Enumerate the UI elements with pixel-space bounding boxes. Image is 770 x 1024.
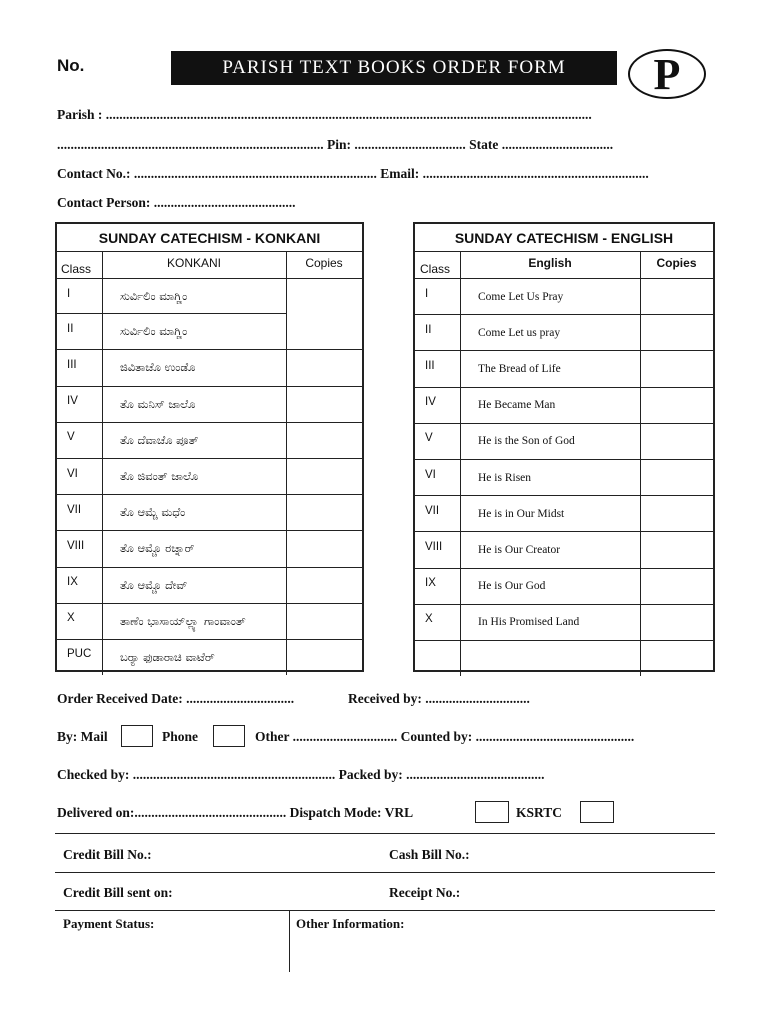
class-cell: X [67, 612, 75, 625]
book-title-cell: The Bread of Life [478, 362, 561, 375]
book-title-cell: ಜಿವಿತಾಚೊ ಉಂಡೊ [120, 360, 196, 375]
book-title-cell: He is Our Creator [478, 543, 561, 556]
table-row [415, 605, 713, 641]
book-title-cell: ತೊ ಆಮ್ಚೊ ದೇವ್ [120, 577, 188, 592]
class-cell: V [425, 432, 433, 445]
table-row [57, 640, 362, 675]
copies-cell[interactable] [640, 351, 713, 386]
book-title-cell: Come Let us pray [478, 326, 561, 339]
class-cell: X [425, 613, 433, 626]
received-by-field[interactable]: Received by: ............................... [348, 691, 530, 706]
copies-cell[interactable] [286, 387, 362, 422]
book-title-cell: He Became Man [478, 399, 556, 412]
class-cell: IV [425, 396, 436, 409]
book-title-cell: ತೊ ಜಿವಂತ್ ಜಾಲೊ [120, 469, 199, 484]
copies-cell[interactable] [286, 279, 362, 314]
book-title-cell: ಸುರ್ವಿಲಿಂ ಮಾಗ್ಣಿಂ [120, 324, 188, 339]
table-row [415, 424, 713, 460]
konkani-column-headers [57, 252, 362, 279]
book-title-cell: He is in Our Midst [478, 507, 565, 520]
copies-cell[interactable] [640, 532, 713, 567]
class-cell: VII [425, 504, 440, 517]
ksrtc-checkbox[interactable] [580, 801, 614, 823]
table-row [57, 495, 362, 531]
copies-cell[interactable] [640, 424, 713, 459]
contact-person-field[interactable]: Contact Person: .......................................... [57, 195, 296, 210]
copies-cell[interactable] [640, 605, 713, 640]
pin-state-field[interactable]: ............................................................................... Pin: ................................. State ................................. [57, 137, 614, 152]
delivered-dispatch-field[interactable]: Delivered on:............................................. Dispatch Mode: VRL [57, 805, 414, 820]
table-row [415, 569, 713, 605]
table-row [415, 460, 713, 496]
copies-cell[interactable] [286, 640, 362, 675]
credit-bill-sent-field[interactable]: Credit Bill sent on: [63, 885, 173, 900]
contact-email-field[interactable]: Contact No.: ........................................................................ Email: ................................................................... [57, 166, 649, 181]
english-col-copies: Copies [656, 256, 697, 270]
payment-status-field[interactable]: Payment Status: [63, 916, 155, 931]
table-row [415, 641, 713, 676]
checked-packed-field[interactable]: Checked by: ............................................................ Packed by: ......................................... [57, 767, 545, 782]
parish-field[interactable]: Parish : ................................................................................................................................................ [57, 107, 592, 122]
vrl-checkbox[interactable] [475, 801, 509, 823]
table-row [57, 568, 362, 604]
copies-cell[interactable] [286, 459, 362, 494]
copies-cell[interactable] [286, 604, 362, 639]
credit-bill-no-field[interactable]: Credit Bill No.: [63, 847, 152, 862]
ksrtc-label: KSRTC [516, 805, 563, 820]
konkani-table [55, 222, 364, 672]
book-title-cell: He is Our God [478, 580, 546, 593]
table-row [415, 532, 713, 568]
english-col-name: English [528, 256, 572, 270]
receipt-no-field[interactable]: Receipt No.: [389, 885, 461, 900]
table-row [57, 459, 362, 495]
class-cell: I [67, 287, 71, 300]
copies-cell[interactable] [640, 388, 713, 423]
class-cell: VIII [67, 539, 85, 552]
copies-cell[interactable] [286, 495, 362, 530]
book-title-cell: ತಾಣೆಂ ಭಾಸಾಯ್‌ಲ್ಲ್ಯಾ ಗಾಂವಾಂತ್ [120, 613, 246, 628]
copies-cell[interactable] [640, 569, 713, 604]
class-cell: PUC [67, 648, 92, 661]
book-title-cell: ಸುರ್ವಿಲಿಂ ಮಾಗ್ಣಿಂ [120, 289, 188, 304]
konkani-col-copies: Copies [305, 256, 343, 270]
book-title-cell: ತೊ ದೆವಾಚೊ ಪೂತ್ [120, 432, 199, 447]
other-information-field[interactable]: Other Information: [296, 916, 405, 931]
class-cell: IX [425, 577, 436, 590]
table-row [57, 531, 362, 567]
book-title-cell: In His Promised Land [478, 616, 580, 629]
english-col-class: Class [420, 261, 451, 276]
copies-cell[interactable] [640, 279, 713, 314]
by-mail-label: By: Mail [57, 729, 108, 744]
book-title-cell: ತೊ ಮನಿಸ್ ಜಾಲೊ [120, 396, 196, 411]
class-cell: VIII [425, 540, 443, 553]
copies-cell[interactable] [286, 531, 362, 566]
divider [55, 872, 715, 873]
class-cell: IV [67, 395, 78, 408]
book-title-cell: ತೊ ಆಮ್ಚೊ ರಚ್ನಾರ್ [120, 541, 195, 556]
table-row [57, 423, 362, 459]
copies-cell[interactable] [640, 460, 713, 495]
class-cell: I [425, 287, 429, 300]
table-row [57, 387, 362, 423]
copies-cell[interactable] [286, 568, 362, 603]
english-table [413, 222, 715, 672]
cash-bill-no-field[interactable]: Cash Bill No.: [389, 847, 470, 862]
divider [55, 833, 715, 834]
konkani-table-title: SUNDAY CATECHISM - KONKANI [57, 224, 362, 252]
class-cell: VII [67, 503, 82, 516]
table-row [57, 350, 362, 386]
other-counted-field[interactable]: Other ............................... Counted by: ............................................... [255, 729, 635, 744]
class-cell: V [67, 431, 75, 444]
table-row [57, 604, 362, 640]
phone-checkbox[interactable] [213, 725, 245, 747]
divider [55, 910, 715, 911]
class-cell: II [425, 323, 432, 336]
mail-checkbox[interactable] [121, 725, 153, 747]
copies-cell[interactable] [640, 315, 713, 350]
copies-cell[interactable] [286, 314, 362, 349]
book-title-cell: ತೊ ಆಮ್ಚೆ ಮಧೆಂ [120, 505, 186, 520]
table-row [415, 388, 713, 424]
konkani-col-name: KONKANI [166, 256, 221, 270]
class-cell: III [67, 358, 77, 371]
form-title: PARISH TEXT BOOKS ORDER FORM [171, 51, 617, 85]
copies-cell[interactable] [640, 641, 713, 676]
book-title-cell: He is Risen [478, 471, 532, 484]
class-cell: II [67, 322, 74, 335]
class-cell: VI [67, 467, 78, 480]
class-cell: IX [67, 576, 78, 589]
form-number-label: No. [57, 56, 85, 75]
table-row [415, 351, 713, 387]
table-row [57, 314, 362, 350]
table-row [415, 496, 713, 532]
table-row [415, 315, 713, 351]
order-received-date-field[interactable]: Order Received Date: ................................ [57, 691, 295, 706]
copies-cell[interactable] [286, 423, 362, 458]
class-cell: VI [425, 468, 436, 481]
book-title-cell: Come Let Us Pray [478, 290, 564, 303]
class-cell: III [425, 359, 435, 372]
table-row [415, 279, 713, 315]
p-logo: P [628, 49, 706, 99]
english-column-headers [415, 252, 713, 279]
table-row [57, 279, 362, 314]
english-table-title: SUNDAY CATECHISM - ENGLISH [415, 224, 713, 252]
copies-cell[interactable] [286, 350, 362, 385]
konkani-col-class: Class [61, 261, 92, 276]
copies-cell[interactable] [640, 496, 713, 531]
book-title-cell: He is the Son of God [478, 435, 575, 448]
book-title-cell: ಬರ್‍ಯಾ ಫುಡಾರಾಚಿ ವಾಟೆರ್ [120, 649, 215, 664]
phone-label: Phone [162, 729, 199, 744]
vertical-divider [289, 910, 290, 972]
